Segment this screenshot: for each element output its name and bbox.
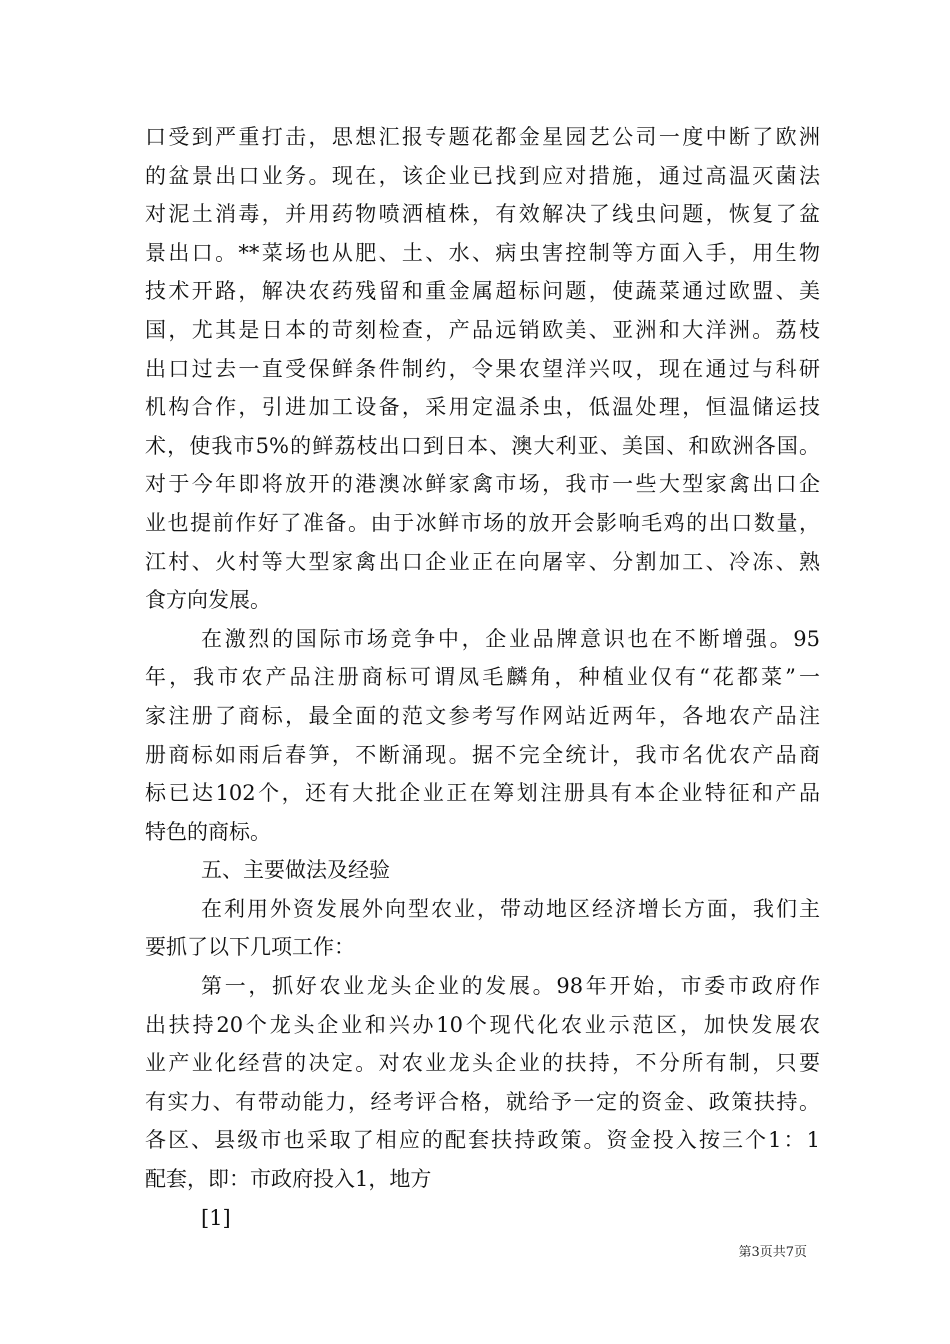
text-line: 出扶持20个龙头企业和兴办10个现代化农业示范区，加快发展农 xyxy=(145,1012,820,1037)
body-text xyxy=(145,118,820,1237)
footnote-reference: [1] xyxy=(201,1205,231,1230)
text-line: 册商标如雨后春笋，不断涌现。据不完全统计，我市名优农产品商 xyxy=(145,742,820,767)
text-line: 有实力、有带动能力，经考评合格，就给予一定的资金、政策扶持。 xyxy=(145,1089,820,1114)
text-line: 家注册了商标，最全面的范文参考写作网站近两年，各地农产品注 xyxy=(145,703,820,728)
text-line: 食方向发展。 xyxy=(145,588,271,613)
text-line: 机构合作，引进加工设备，采用定温杀虫，低温处理，恒温储运技 xyxy=(145,395,820,420)
text-line: 对于今年即将放开的港澳冰鲜家禽市场，我市一些大型家禽出口企 xyxy=(145,472,820,497)
text-line: 口受到严重打击，思想汇报专题花都金星园艺公司一度中断了欧洲 xyxy=(145,125,820,149)
text-line: 业产业化经营的决定。对农业龙头企业的扶持，不分所有制，只要 xyxy=(145,1051,820,1076)
page-number: 第3页共7页 xyxy=(738,1245,807,1260)
text-line: 国，尤其是日本的苛刻检查，产品远销欧美、亚洲和大洋洲。荔枝 xyxy=(145,317,820,342)
text-line: 年，我市农产品注册商标可谓凤毛麟角，种植业仅有“花都菜”一 xyxy=(145,665,820,690)
section-heading: 五、主要做法及经验 xyxy=(201,858,390,883)
text-line: 江村、火村等大型家禽出口企业正在向屠宰、分割加工、冷冻、熟 xyxy=(145,549,820,574)
text-line: 要抓了以下几项工作： xyxy=(145,935,355,960)
text-line: 标已达102个，还有大批企业正在筹划注册具有本企业特征和产品 xyxy=(145,781,820,806)
text-line: 技术开路，解决农药残留和重金属超标问题，使蔬菜通过欧盟、美 xyxy=(145,279,820,304)
text-line: 对泥土消毒，并用药物喷洒植株，有效解决了线虫问题，恢复了盆 xyxy=(145,202,820,227)
text-line: 出口过去一直受保鲜条件制约，令果农望洋兴叹，现在通过与科研 xyxy=(145,356,820,381)
text-line: 术，使我市5%的鲜荔枝出口到日本、澳大利亚、美国、和欧洲各国。 xyxy=(145,433,820,458)
text-line: 特色的商标。 xyxy=(145,819,271,844)
paragraph-first-line: 第一，抓好农业龙头企业的发展。98年开始，市委市政府作 xyxy=(201,974,820,999)
text-line: 业也提前作好了准备。由于冰鲜市场的放开会影响毛鸡的出口数量， xyxy=(145,510,820,535)
text-line: 配套，即：市政府投入1，地方 xyxy=(145,1167,432,1192)
text-line: 景出口。**菜场也从肥、土、水、病虫害控制等方面入手，用生物 xyxy=(145,240,820,265)
text-line: 各区、县级市也采取了相应的配套扶持政策。资金投入按三个1：1 xyxy=(145,1128,820,1153)
paragraph-first-line: 在激烈的国际市场竞争中，企业品牌意识也在不断增强。95 xyxy=(201,626,820,651)
paragraph-first-line: 在利用外资发展外向型农业，带动地区经济增长方面，我们主 xyxy=(201,896,820,921)
text-line: 的盆景出口业务。现在，该企业已找到应对措施，通过高温灭菌法 xyxy=(145,163,820,188)
